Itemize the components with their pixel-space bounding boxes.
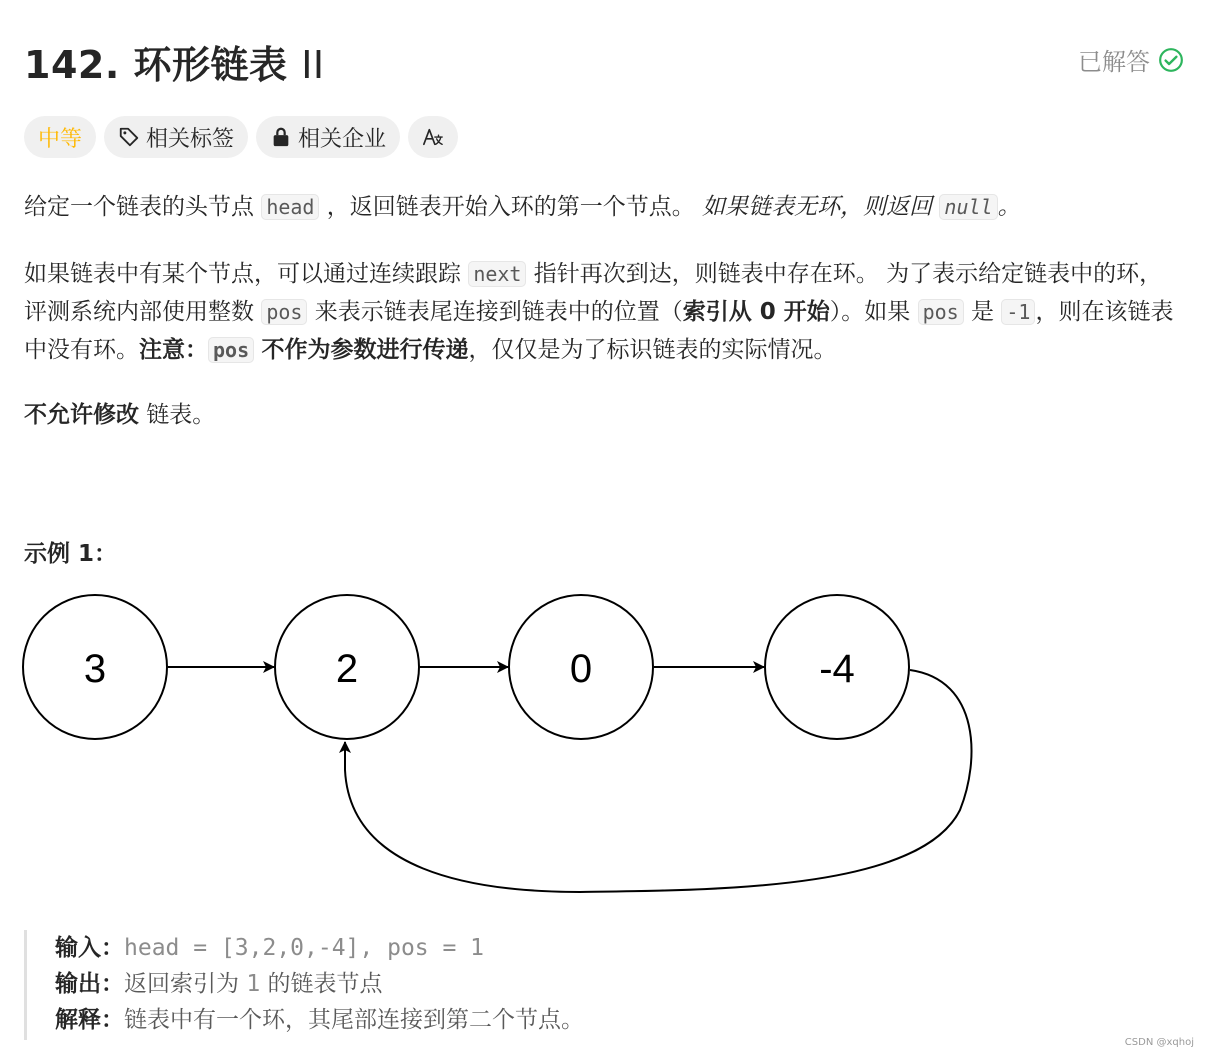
problem-title: 142. 环形链表 II (24, 43, 325, 87)
node-3 (765, 595, 909, 739)
code-pos: pos (261, 299, 307, 325)
related-companies-button[interactable] (256, 116, 400, 158)
example-input: 输入：head = [3,2,0,-4], pos = 1 (55, 935, 485, 961)
translate-icon (422, 126, 444, 148)
code-null: null (939, 194, 997, 220)
node-2 (509, 595, 653, 739)
example-title: 示例 1： (24, 541, 118, 567)
lock-icon (270, 126, 292, 148)
example-output: 输出：返回索引为 1 的链表节点 (55, 971, 383, 997)
description-paragraph-3: 不允许修改 链表。 (24, 402, 216, 428)
solved-status[interactable] (1078, 42, 1184, 77)
node-0 (23, 595, 167, 739)
solved-label: 已解答 (1078, 48, 1150, 76)
related-companies-label: 相关企业 (298, 126, 387, 152)
related-tags-label: 相关标签 (146, 126, 235, 152)
node-1-label: 2 (335, 647, 359, 691)
code-minus-one: -1 (1001, 299, 1035, 325)
check-circle-icon (1158, 47, 1184, 73)
code-head: head (261, 194, 319, 220)
watermark: CSDN @xqhoj (1124, 1037, 1194, 1048)
translate-button[interactable] (408, 116, 458, 158)
linked-list-diagram (20, 590, 980, 900)
node-3-label: -4 (819, 647, 855, 691)
difficulty-tag[interactable]: 中等 (24, 116, 96, 158)
example-explanation: 解释：链表中有一个环，其尾部连接到第二个节点。 (55, 1007, 584, 1033)
description-paragraph-1: 给定一个链表的头节点 head ，返回链表开始入环的第一个节点。 如果链表无环，则返回 null 。 (24, 194, 1021, 220)
example-block (24, 930, 924, 1040)
node-1 (275, 595, 419, 739)
related-tags-button[interactable] (104, 116, 248, 158)
tag-icon (118, 126, 140, 148)
description-paragraph-2: 如果链表中有某个节点，可以通过连续跟踪 next 指针再次到达，则链表中存在环。 为了表示给定链表中的环，评测系统内部使用整数 pos 来表示链表尾连接到链表中的位置（索引从 0 开始）。如果 pos 是 -1 ，则在该链表中没有环。注意： pos 不作为参数进行传递，仅仅是为了标识链表的实际情况。 (24, 261, 1174, 363)
tag-bar (24, 116, 458, 158)
node-0-label: 3 (83, 647, 107, 691)
code-pos: pos (918, 299, 964, 325)
code-next: next (468, 261, 526, 287)
node-2-label: 0 (569, 647, 593, 691)
title-row (24, 30, 1184, 90)
code-pos: pos (208, 337, 254, 363)
